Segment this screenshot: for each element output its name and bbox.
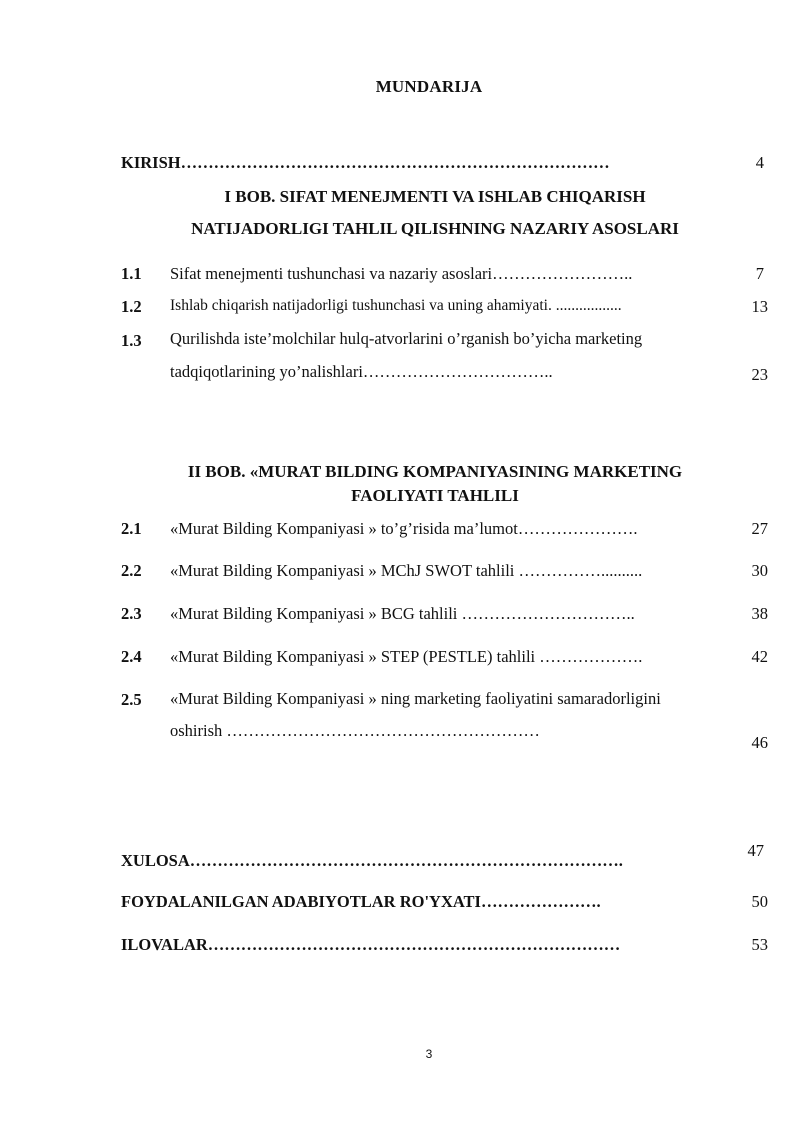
- toc-item-number: 2.3: [121, 604, 142, 623]
- toc-item-number: 2.1: [121, 519, 142, 538]
- toc-item-text: «Murat Bilding Kompaniyasi » MChJ SWOT tahlili ……………..........: [170, 561, 643, 580]
- toc-item-page: 38: [751, 604, 768, 623]
- toc-item-page: 13: [751, 297, 768, 316]
- chapter-2-heading-line2: FAOLIYATI TAHLILI: [351, 486, 519, 505]
- toc-item-text: «Murat Bilding Kompaniyasi » BCG tahlili …………………………..: [170, 604, 635, 623]
- toc-entry-adabiyotlar-page: 50: [751, 892, 768, 911]
- toc-entry-adabiyotlar-label: FOYDALANILGAN ADABIYOTLAR RO'YXATI………………….: [121, 892, 601, 911]
- footer-page-number: 3: [425, 1047, 433, 1061]
- toc-item-number: 1.3: [121, 331, 142, 350]
- toc-item-page: 30: [751, 561, 768, 580]
- chapter-1-heading-line1: I BOB. SIFAT MENEJMENTI VA ISHLAB CHIQARISH: [224, 187, 646, 206]
- toc-item-text: Sifat menejmenti tushunchasi va nazariy asoslari……………………..: [170, 264, 633, 283]
- toc-item-text: «Murat Bilding Kompaniyasi » STEP (PESTLE) tahlili ……………….: [170, 647, 643, 666]
- toc-item-text: «Murat Bilding Kompaniyasi » ning marketing faoliyatini samaradorligini: [170, 689, 661, 708]
- toc-entry-ilovalar-label: ILOVALAR…………………………………………………………………: [121, 935, 621, 954]
- toc-entry-kirish-page: 4: [755, 153, 764, 172]
- toc-item-page: 46: [751, 733, 768, 752]
- toc-entry-xulosa-label: XULOSA…………………………………………………………………….: [121, 851, 623, 870]
- toc-item-text-continued: oshirish …………………………………………………: [170, 721, 540, 740]
- toc-entry-ilovalar-page: 53: [751, 935, 768, 954]
- toc-item-text: Ishlab chiqarish natijadorligi tushunchasi va uning ahamiyati. .................: [170, 297, 622, 314]
- toc-item-text: «Murat Bilding Kompaniyasi » to’g’risida ma’lumot………………….: [170, 519, 638, 538]
- toc-entry-xulosa-page: 47: [747, 841, 764, 860]
- toc-entry-kirish-label: KIRISH……………………………………………………………………: [121, 153, 610, 172]
- toc-item-text-continued: tadqiqotlarining yo’nalishlari……………………………..: [170, 362, 553, 381]
- toc-item-page: 7: [755, 264, 764, 283]
- toc-item-page: 27: [751, 519, 768, 538]
- toc-item-number: 1.1: [121, 264, 142, 283]
- toc-item-text: Qurilishda iste’molchilar hulq-atvorlarini o’rganish bo’yicha marketing: [170, 329, 643, 348]
- toc-item-number: 2.2: [121, 561, 142, 580]
- chapter-2-heading-line1: II BOB. «MURAT BILDING KOMPANIYASINING MARKETING: [187, 462, 683, 481]
- toc-item-number: 1.2: [121, 297, 142, 316]
- page-title: MUNDARIJA: [375, 77, 483, 96]
- toc-item-page: 42: [751, 647, 768, 666]
- chapter-1-heading-line2: NATIJADORLIGI TAHLIL QILISHNING NAZARIY ASOSLARI: [191, 219, 679, 238]
- toc-item-page: 23: [751, 365, 768, 384]
- toc-item-number: 2.5: [121, 690, 142, 709]
- toc-item-number: 2.4: [121, 647, 142, 666]
